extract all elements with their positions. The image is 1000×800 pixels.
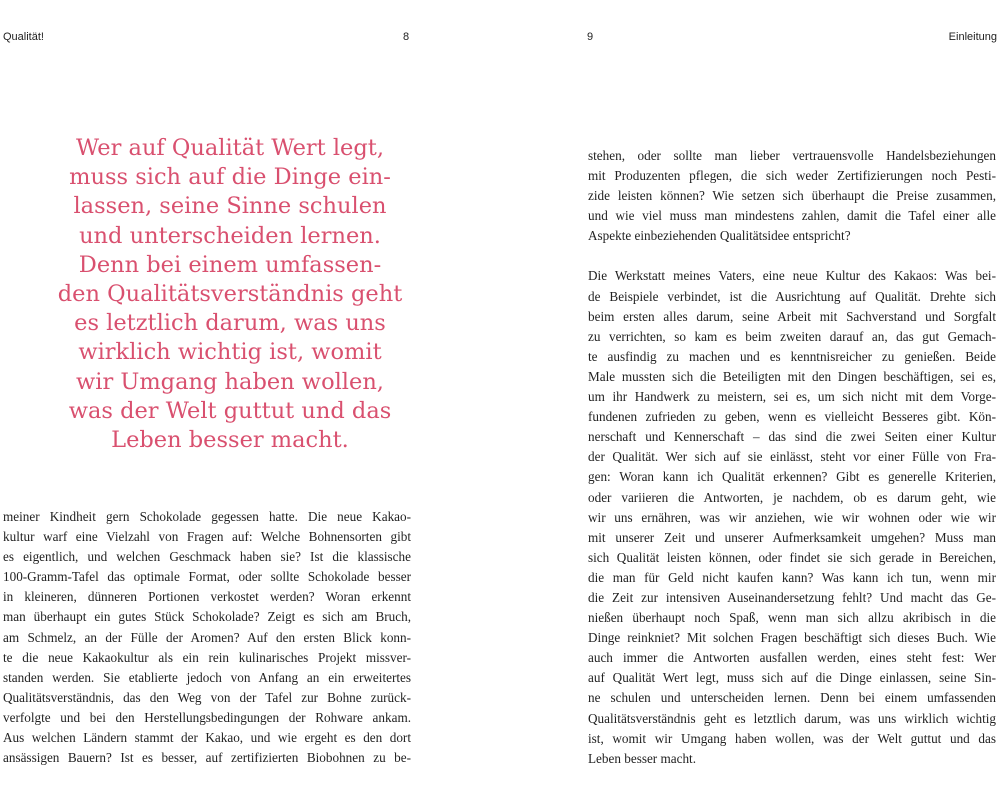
text-line: der Qualität. Wer sich auf sie einlässt, steht vor einer Fülle von Fra- [588,449,996,465]
text-line: Qualitätsverständnis geht es letztlich darum, was uns wirklich wichtig [588,710,996,726]
text-line: Aus welchen Ländern stammt der Kakao, und wie ergeht es den dort [3,730,411,746]
text-line: in kleineren, dünneren Portionen verkostet werden? Woran erkennt [3,589,411,605]
text-line: man überhaupt ein gutes Stück Schokolade? Zeigt es sich am Bruch, [3,609,411,625]
text-line: te ausfindig zu machen und es kenntnisreicher zu genießen. Beide [588,348,996,364]
text-line: und wie viel muss man mindestens zahlen, damit die Tafel einer alle [588,208,996,224]
body-text-right [588,146,996,769]
text-line: mit unserer Zeit und unserer Aufmerksamkeit umgehen? Muss man [588,529,996,545]
text-line: die man für Geld nicht kaufen kann? Was kann ich tun, wenn mir [588,569,996,585]
text-line: verfolgte und bei den Herstellungsbedingungen der Rohware ankam. [3,709,411,725]
pull-quote-line: lassen, seine Sinne schulen [73,193,387,220]
right-page [500,0,1000,800]
text-line: Aspekte einbeziehenden Qualitätsidee entspricht? [588,228,851,244]
pull-quote-line: Leben besser macht. [111,427,349,454]
text-line: nerschaft und Kennerschaft – das sind die zwei Seiten einer Kultur [588,429,996,445]
text-line: auch immer die Antworten ausfallen werden, eines steht fest: Wer [588,650,996,666]
pull-quote-line: wir Umgang haben wollen, [76,368,384,395]
pull-quote-line: was der Welt guttut und das [68,397,392,424]
pull-quote-line: wirklich wichtig ist, womit [78,339,382,366]
text-line: zu verrichten, so kam es beim zweiten darauf an, das gut Gemach- [588,328,996,344]
pull-quote-line: es letztlich darum, was uns [74,310,386,337]
text-line: standen werden. Sie etablierte jedoch von Anfang an ein erweitertes [3,669,411,685]
text-line: zide leisten können? Wie setzen sich überhaupt die Preise zusammen, [588,188,996,204]
running-head-left: Qualität! [3,31,44,43]
text-line: stehen, oder sollte man lieber vertrauensvolle Handelsbeziehungen [588,148,996,163]
text-line: auf Qualität Wert legt, muss sich auf die Dinge einlassen, seine Sin- [588,670,996,686]
text-line: de Beispiele verbindet, ist die Ausrichtung auf Qualität. Drehte sich [588,288,996,304]
text-line: 100-Gramm-Tafel das optimale Format, oder sollte Schokolade besser [3,569,411,585]
text-line: te die neue Kakaokultur als ein rein kulinarisches Projekt missver- [3,649,411,665]
text-line: oder variieren die Antworten, je nachdem, ob es darum geht, wie [588,489,996,505]
page-number-left: 8 [403,31,410,43]
pull-quote-line: Denn bei einem umfassen- [78,251,382,278]
body-text-left [3,507,411,768]
text-line: ansässigen Bauern? Ist es besser, auf zertifizierten Biobohnen zu be- [3,750,411,766]
text-line: um ihr Handwerk zu meistern, sei es, um sich nicht mit dem Vorge- [588,389,996,405]
text-line: wir uns ernähren, was wir anziehen, wie wir wohnen oder wie wir [588,509,996,525]
text-line: sich Qualität leisten können, oder findet sie sich gerade in Bereichen, [588,549,996,565]
text-line: Die Werkstatt meines Vaters, eine neue Kultur des Kakaos: Was bei- [588,268,996,284]
text-line: am Schmelz, an der Fülle der Aromen? Auf den ersten Blick konn- [3,629,411,645]
text-line: Male mussten sich die Beteiligten mit den Dingen beschäftigen, sei es, [588,368,996,384]
pull-quote-line: muss sich auf die Dinge ein- [69,164,391,191]
text-line: Leben besser macht. [588,750,697,766]
text-line: beim ersten alles darum, seine Arbeit mit Sachverstand und Sorgfalt [588,308,996,324]
pull-quote-line: und unterscheiden lernen. [79,222,381,249]
text-line: meiner Kindheit gern Schokolade gegessen hatte. Die neue Kakao- [3,509,411,524]
text-line: ne schulen und unterscheiden lernen. Denn bei einem umfassenden [588,690,996,706]
text-line: Dinge reinkniet? Mit solchen Fragen beschäftigt sich dieses Buch. Wie [588,630,996,646]
text-line: mit Produzenten pflegen, die sich weder Zertifizierungen noch Pesti- [588,168,996,184]
pull-quote-line: Wer auf Qualität Wert legt, [76,135,384,161]
text-line: Qualitätsverständnis, das den Weg von der Tafel zur Bohne zurück- [3,689,411,705]
paragraph-gap [588,246,996,266]
text-line: ist, womit wir Umgang haben wollen, was der Welt guttut und das [588,730,996,746]
pull-quote-line: den Qualitätsverständnis geht [57,281,403,308]
text-line: es eigentlich, und welchen Geschmack haben sie? Ist die klassische [3,549,411,565]
page-number-right: 9 [587,31,594,43]
text-line: gen: Woran kann ich Qualität erkennen? Gibt es generelle Kriterien, [588,469,996,485]
running-head-right: Einleitung [948,31,997,43]
text-line: fundenen zufrieden zu geben, wenn es vielleicht Besseres gibt. Kön- [588,409,996,425]
text-line: kultur warf eine Vielzahl von Fragen auf: Welche Bohnensorten gibt [3,529,411,545]
pull-quote [40,134,420,455]
text-line: nießen überhaupt noch Spaß, wenn man sich allzu akribisch in die [588,610,996,626]
text-line: die Zeit zur intensiven Auseinandersetzung fehlt? Und macht das Ge- [588,589,996,605]
